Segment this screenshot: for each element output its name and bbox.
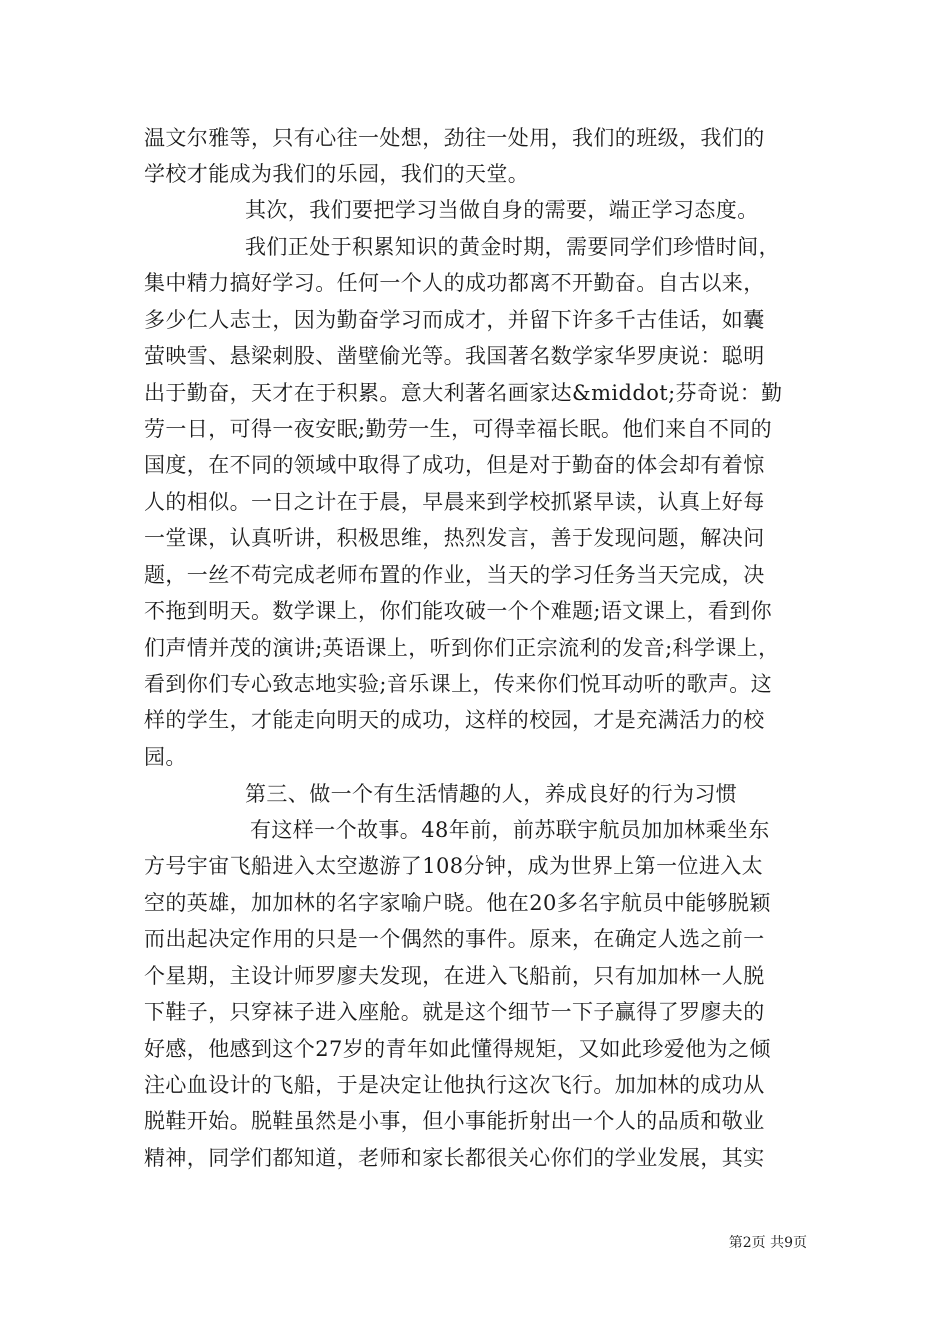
- section-heading: 第三、做一个有生活情趣的人，养成良好的行为习惯: [245, 782, 738, 806]
- text-line: 题，一丝不苟完成老师布置的作业，当天的学习任务当天完成，决: [144, 563, 765, 587]
- text-line: 集中精力搞好学习。任何一个人的成功都离不开勤奋。自古以来，: [144, 271, 765, 295]
- text-line: 而出起决定作用的只是一个偶然的事件。原来，在确定人选之前一: [144, 927, 765, 951]
- text-line: 样的学生，才能走向明天的成功，这样的校园，才是充满活力的校: [144, 708, 765, 732]
- text-line: 空的英雄，加加林的名字家喻户晓。他在20多名宇航员中能够脱颖: [144, 891, 771, 915]
- text-line: 好感，他感到这个27岁的青年如此懂得规矩，又如此珍爱他为之倾: [144, 1037, 771, 1061]
- text-line: 脱鞋开始。脱鞋虽然是小事，但小事能折射出一个人的品质和敬业: [144, 1109, 765, 1133]
- text-line: 有这样一个故事。48年前，前苏联宇航员加加林乘坐东: [250, 818, 770, 842]
- text-line: 看到你们专心致志地实验;音乐课上，传来你们悦耳动听的歌声。这: [144, 672, 773, 696]
- text-line: 一堂课，认真听讲，积极思维，热烈发言，善于发现问题，解决问: [144, 526, 765, 550]
- text-line: 出于勤奋，天才在于积累。意大利著名画家达&middot;芬奇说：勤: [144, 381, 783, 405]
- text-line: 们声情并茂的演讲;英语课上，听到你们正宗流利的发音;科学课上，: [144, 636, 780, 660]
- text-line: 学校才能成为我们的乐园，我们的天堂。: [144, 162, 530, 186]
- text-line: 人的相似。一日之计在于晨，早晨来到学校抓紧早读，认真上好每: [144, 490, 765, 514]
- text-line: 温文尔雅等，只有心往一处想，劲往一处用，我们的班级，我们的: [144, 126, 765, 150]
- text-line: 劳一日，可得一夜安眠;勤劳一生，可得幸福长眠。他们来自不同的: [144, 417, 773, 441]
- text-line: 方号宇宙飞船进入太空遨游了108分钟，成为世界上第一位进入太: [144, 854, 764, 878]
- text-line: 精神，同学们都知道，老师和家长都很关心你们的学业发展，其实: [144, 1146, 765, 1170]
- page-number-footer: 第2页 共9页: [728, 1235, 807, 1251]
- text-line: 下鞋子，只穿袜子进入座舱。就是这个细节一下子赢得了罗廖夫的: [144, 1000, 765, 1024]
- text-line: 不拖到明天。数学课上，你们能攻破一个个难题;语文课上，看到你: [144, 599, 773, 623]
- text-line: 萤映雪、悬梁刺股、凿壁偷光等。我国著名数学家华罗庚说：聪明: [144, 344, 765, 368]
- text-line: 我们正处于积累知识的黄金时期，需要同学们珍惜时间，: [245, 235, 780, 259]
- text-line: 多少仁人志士，因为勤奋学习而成才，并留下许多千古佳话，如囊: [144, 308, 765, 332]
- section-heading: 其次，我们要把学习当做自身的需要，端正学习态度。: [245, 198, 759, 222]
- text-line: 国度，在不同的领域中取得了成功，但是对于勤奋的体会却有着惊: [144, 453, 765, 477]
- text-line: 园。: [144, 745, 187, 769]
- text-line: 个星期，主设计师罗廖夫发现，在进入飞船前，只有加加林一人脱: [144, 964, 765, 988]
- text-line: 注心血设计的飞船，于是决定让他执行这次飞行。加加林的成功从: [144, 1073, 765, 1097]
